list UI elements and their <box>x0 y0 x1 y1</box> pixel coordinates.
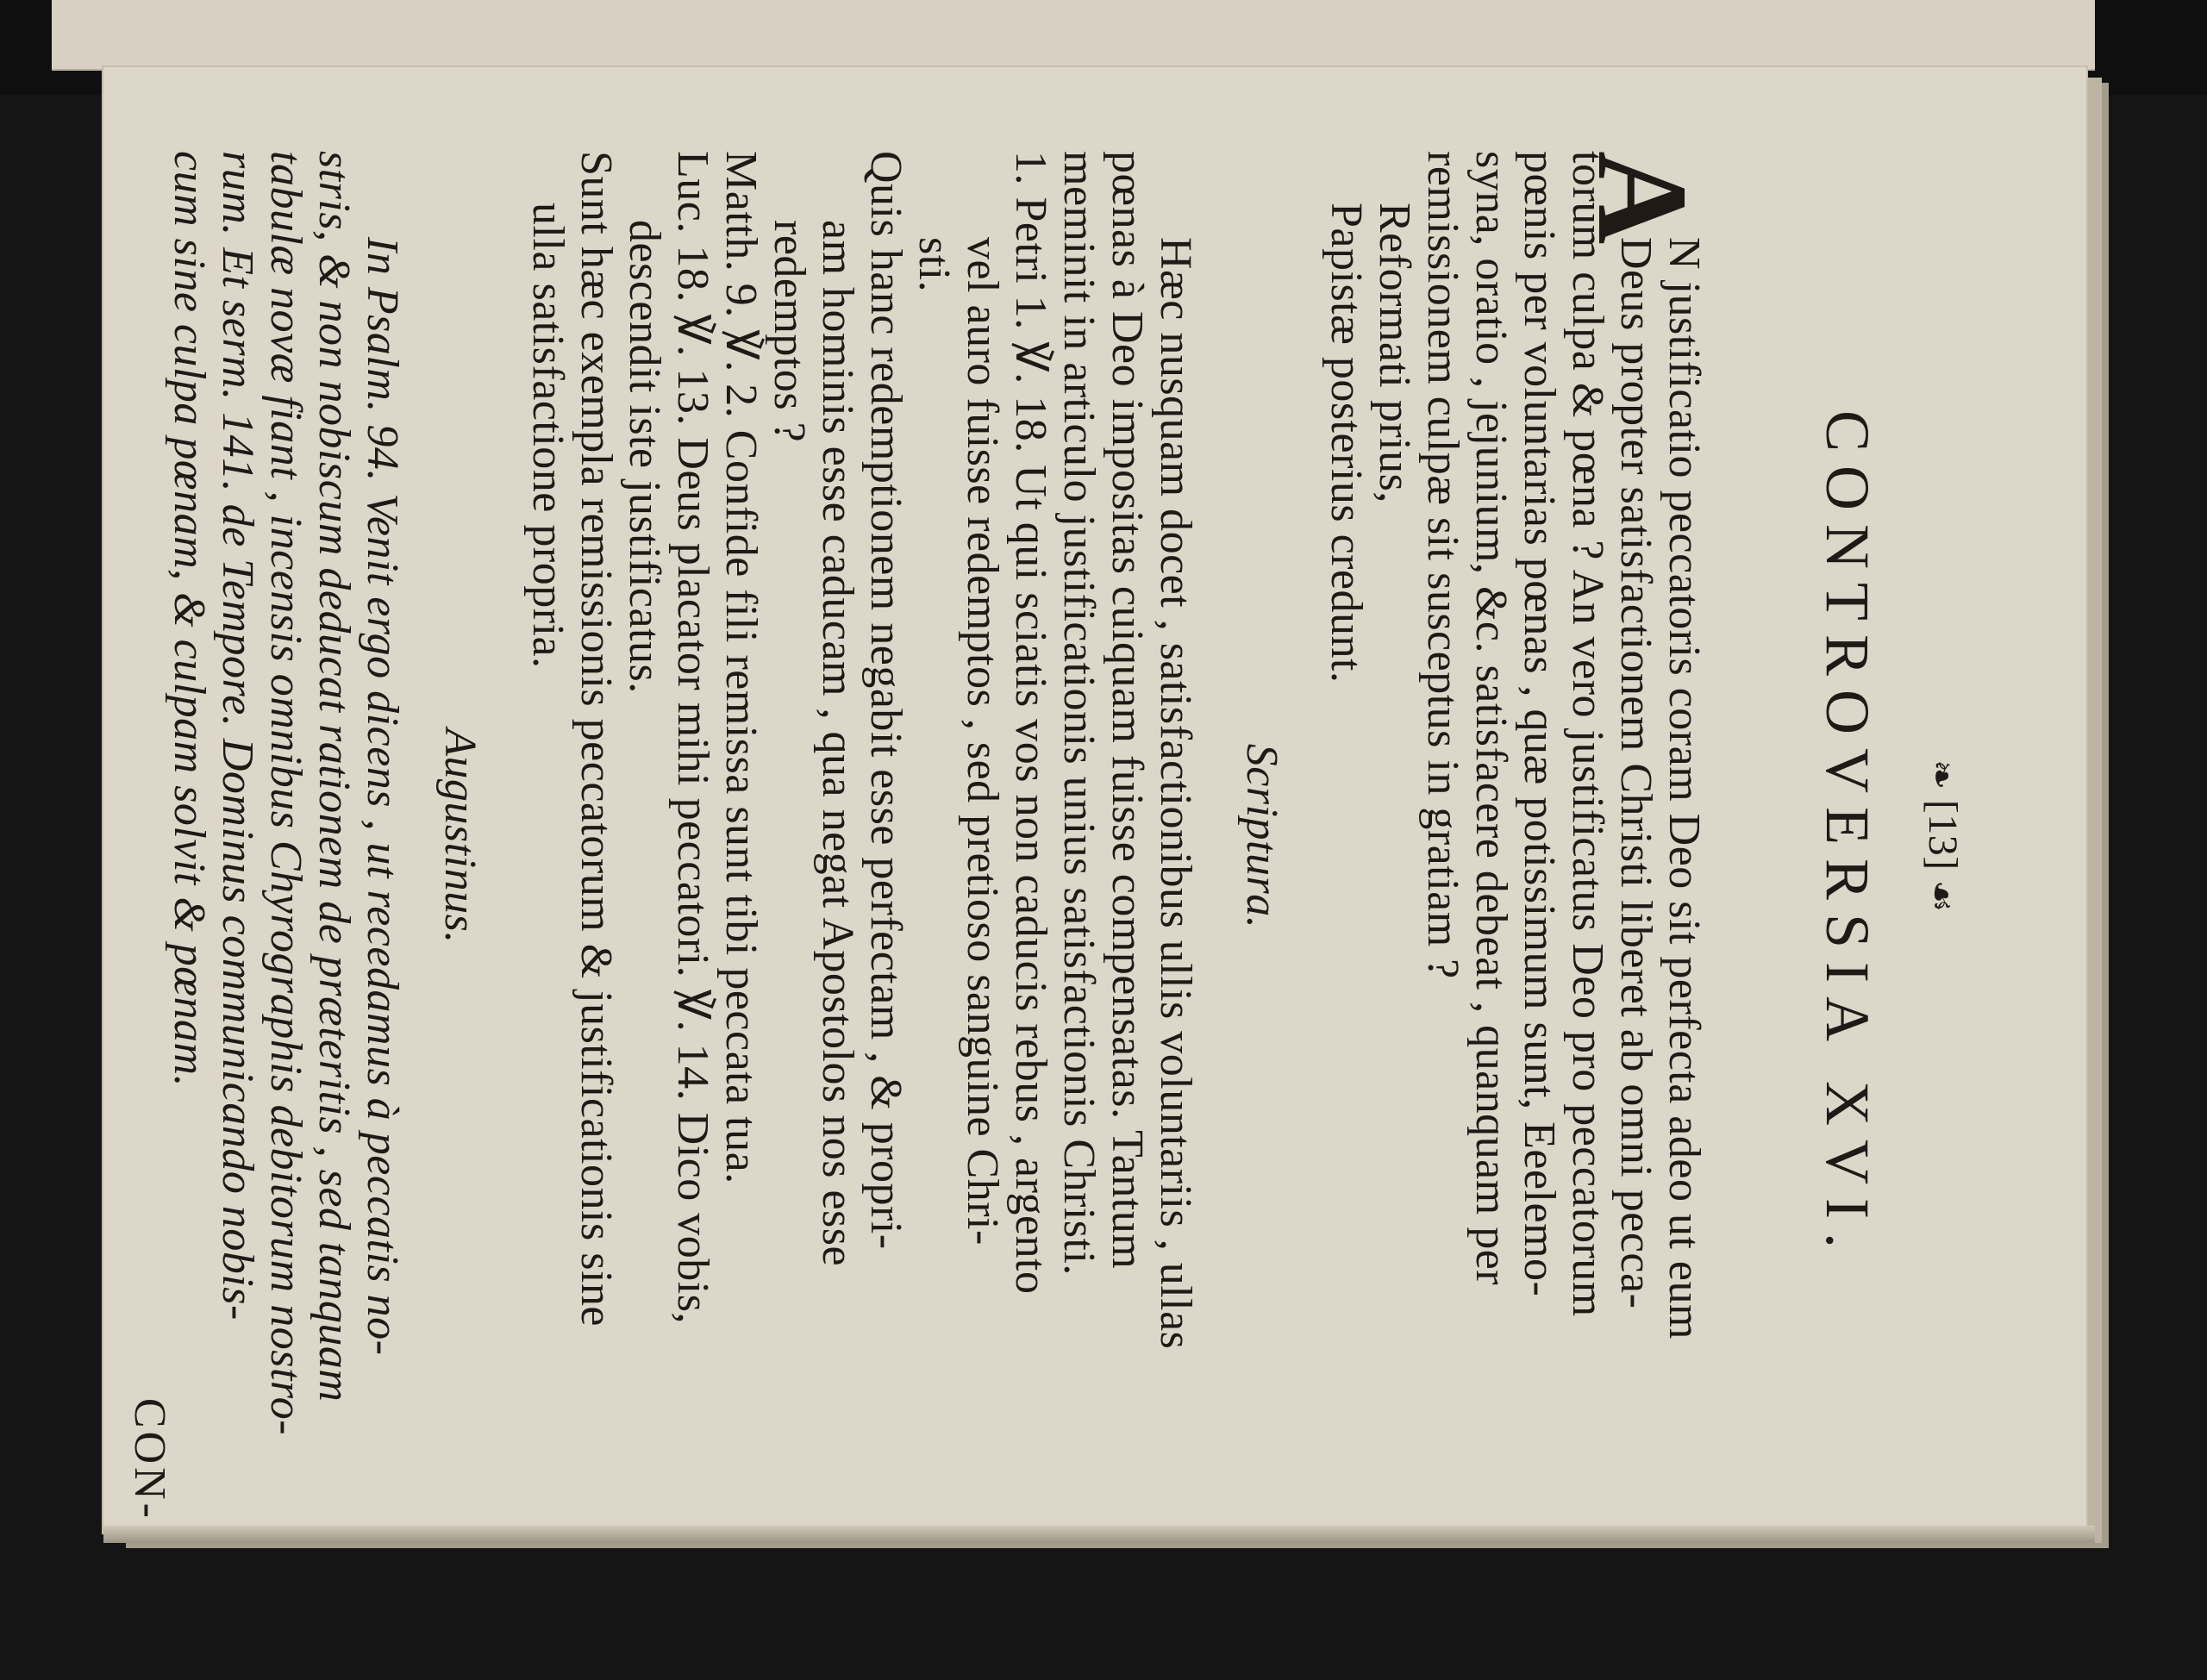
scriptura-line: am hominis esse caducam , qua negat Apostolos nos esse <box>813 220 862 1267</box>
page-text-rotated <box>121 151 1966 1521</box>
question-line: torum culpa & pœna ? An vero justificatus Deo pro peccatorum <box>1563 151 1612 1317</box>
fleuron-right-icon: ☙ <box>1921 870 1960 913</box>
augustinus-line: tabulæ novæ fiant , incensis omnibus Chyrographis debitorum nostro- <box>261 151 310 1436</box>
page-stack-edge <box>103 1526 2095 1543</box>
heading-augustinus: Augustinus. <box>435 728 485 944</box>
question-line: Deus propter satisfactionem Christi liberet ab omni pecca- <box>1611 237 1660 1309</box>
scriptura-line: descendit iste justificatus. <box>620 220 669 694</box>
scriptura-line: ulla satisfactione propria. <box>523 203 572 669</box>
scriptura-line: Luc. 18. ℣. 13. Deus placator mihi peccatori. ℣. 14. Dico vobis, <box>668 151 717 1324</box>
scriptura-line: pœnas à Deo impositas cuiquam fuisse compensatas. Tantum <box>1103 151 1152 1270</box>
question-line: N justificatio peccatoris coram Deo sit perfecta adeo ut eum <box>1660 237 1709 1340</box>
scriptura-line: Hæc nusquam docet , satisfactionibus ullis voluntariis , ullas <box>1151 237 1200 1350</box>
folio-line <box>1917 151 1966 1521</box>
scriptura-line: sti. <box>910 237 959 293</box>
facing-page-edge <box>52 0 2095 71</box>
question-line: remissionem culpæ sit susceptus in gratiam ? <box>1418 151 1467 979</box>
heading-scriptura: Scriptura. <box>1237 743 1286 929</box>
augustinus-line: rum. Et serm. 141. de Tempore. Dominus communicando nobis- <box>213 151 262 1321</box>
augustinus-line: stris, & non nobiscum deducat rationem de præteritis , sed tanquam <box>309 151 359 1402</box>
augustinus-line: cum sine culpa pœnam, & culpam solvit & pœnam. <box>165 151 214 1088</box>
position-papistae: Papistæ posterius credunt. <box>1322 203 1371 684</box>
page-title: CONTROVERSIA XVI. <box>1813 409 1882 1263</box>
question-line: pœnis per voluntarias pœnas , quæ potissimum sunt, Eeelemo- <box>1515 151 1564 1297</box>
question-line: syna, oratio , jejunium, &c. satisfacere debeat , quanquam per <box>1466 151 1516 1286</box>
augustinus-line: In Psalm. 94. Venit ergo dicens , ut recedamus à peccatis no- <box>358 237 407 1356</box>
scriptura-line: vel auro fuisse redemptos , sed pretioso sanguine Chri- <box>958 237 1007 1246</box>
catchword: CON- <box>125 1397 174 1521</box>
drop-initial: A <box>1571 151 1714 245</box>
scriptura-line: meminit in articulo justificationis unius satisfactionis Christi. <box>1054 151 1104 1276</box>
scriptura-line: 1. Petri 1. ℣. 18. Ut qui sciatis vos non caducis rebus , argento <box>1006 151 1055 1295</box>
scriptura-line: redemptos ? <box>765 220 814 443</box>
folio-number: [13] <box>1920 799 1966 871</box>
scriptura-line: Sunt hæc exempla remissionis peccatorum & justificationis sine <box>572 151 621 1327</box>
position-reformati: Reformati prius, <box>1370 203 1419 503</box>
fleuron-left-icon: ❧ <box>1921 759 1960 800</box>
scriptura-line: Matth. 9. ℣. 2. Confide fili remissa sunt tibi peccata tua. <box>716 151 766 1184</box>
scriptura-line: Quis hanc redemptionem negabit esse perfectam , & propri- <box>861 151 910 1250</box>
